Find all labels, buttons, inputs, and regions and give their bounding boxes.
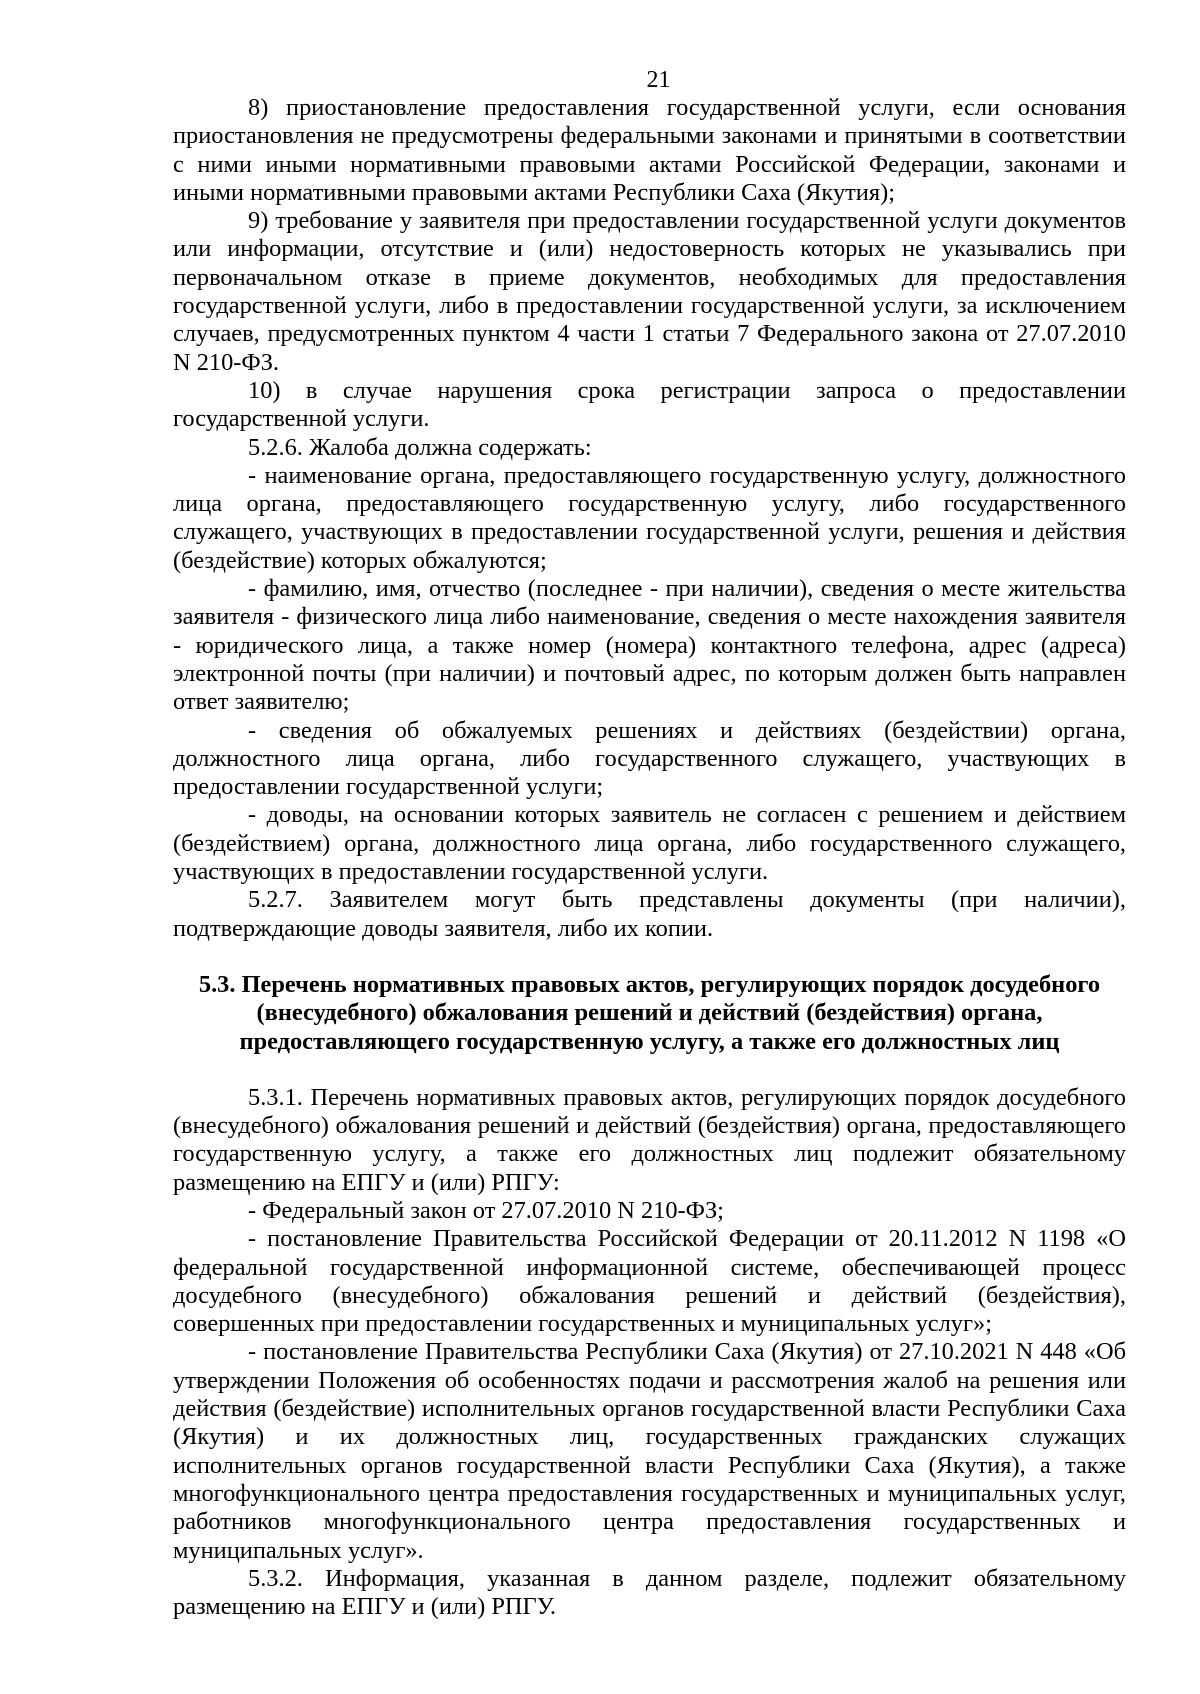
section-heading-line-3: предоставляющего государственную услугу, а также его должностных лиц: [239, 1027, 1060, 1055]
spacer: [173, 1056, 1126, 1084]
paragraph-complaint-decisions: - сведения об обжалуемых решениях и действиях (бездействии) органа, должностного лица органа, либо государственного служащего, участвующих в предоставлении государственной услуги;: [173, 716, 1126, 801]
section-heading-5-3: [173, 971, 1126, 1056]
paragraph-item-8: 8) приостановление предоставления государственной услуги, если основания приостановления не предусмотрены федеральными законами и принятыми в соответствии с ними иными нормативными правовыми актами Российской Федерации, законами и иными нормативными правовыми актами Республики Саха (Якутия);: [173, 94, 1126, 206]
paragraph-5-2-7: 5.2.7. Заявителем могут быть представлены документы (при наличии), подтверждающие доводы заявителя, либо их копии.: [173, 886, 1126, 942]
paragraph-complaint-body-name: - наименование органа, предоставляющего государственную услугу, должностного лица органа, предоставляющего государственную услугу, либо государственного служащего, участвующих в предоставлении государственной услуги, решения и действия (бездействие) которых обжалуются;: [173, 461, 1126, 574]
section-heading-line-1: 5.3. Перечень нормативных правовых актов, регулирующих порядок досудебного: [198, 970, 1101, 998]
page-number: 21: [646, 67, 671, 93]
section-heading-line-2: (внесудебного) обжалования решений и действий (бездействия) органа,: [256, 999, 1043, 1027]
paragraph-5-2-6: 5.2.6. Жалоба должна содержать:: [248, 433, 592, 461]
paragraph-federal-law: - Федеральный закон от 27.07.2010 N 210-ФЗ;: [248, 1196, 724, 1224]
spacer: [173, 943, 1126, 971]
section-5-2-body: [173, 94, 1126, 943]
paragraph-rf-resolution: - постановление Правительства Российской Федерации от 20.11.2012 N 1198 «О федеральной государственной информационной системе, обеспечивающей процесс досудебного (внесудебного) обжалования решений и действий (бездействия), совершенных при предоставлении государственных и муниципальных услуг»;: [173, 1225, 1126, 1338]
paragraph-yakutia-resolution: - постановление Правительства Республики Саха (Якутия) от 27.10.2021 N 448 «Об утверждении Положения об особенностях подачи и рассмотрения жалоб на решения или действия (бездействие) исполнительных органов государственной власти Республики Саха (Якутия) и их должностных лиц, государственных гражданских служащих исполнительных органов государственной власти Республики Саха (Якутия), а также многофункционального центра предоставления государственных и муниципальных услуг, работников многофункционального центра предоставления государственных и муниципальных услуг».: [173, 1338, 1126, 1564]
paragraph-5-3-1: 5.3.1. Перечень нормативных правовых актов, регулирующих порядок досудебного (внесудебного) обжалования решений и действий (бездействия) органа, предоставляющего государственную услугу, а также его должностных лиц подлежит обязательному размещению на ЕПГУ и (или) РПГУ:: [173, 1083, 1126, 1196]
section-5-3-body: [173, 1084, 1126, 1622]
paragraph-complaint-arguments: - доводы, на основании которых заявитель не согласен с решением и действием (бездействием) органа, должностного лица органа, либо государственного служащего, участвующих в предоставлении государственной услуги.: [173, 801, 1126, 886]
paragraph-item-9: 9) требование у заявителя при предоставлении государственной услуги документов или информации, отсутствие и (или) недостоверность которых не указывались при первоначальном отказе в приеме документов, необходимых для предоставления государственной услуги, либо в предоставлении государственной услуги, за исключением случаев, предусмотренных пунктом 4 части 1 статьи 7 Федерального закона от 27.07.2010 N 210-ФЗ.: [173, 207, 1126, 376]
document-page: [173, 66, 1126, 1621]
paragraph-5-3-2: 5.3.2. Информация, указанная в данном разделе, подлежит обязательному размещению на ЕПГУ и (или) РПГУ.: [173, 1564, 1126, 1621]
paragraph-item-10: 10) в случае нарушения срока регистрации запроса о предоставлении государственной услуги.: [173, 376, 1126, 433]
paragraph-complaint-applicant-info: - фамилию, имя, отчество (последнее - при наличии), сведения о месте жительства заявителя - физического лица либо наименование, сведения о месте нахождения заявителя - юридического лица, а также номер (номера) контактного телефона, адрес (адреса) электронной почты (при наличии) и почтовый адрес, по которым должен быть направлен ответ заявителю;: [173, 575, 1126, 716]
